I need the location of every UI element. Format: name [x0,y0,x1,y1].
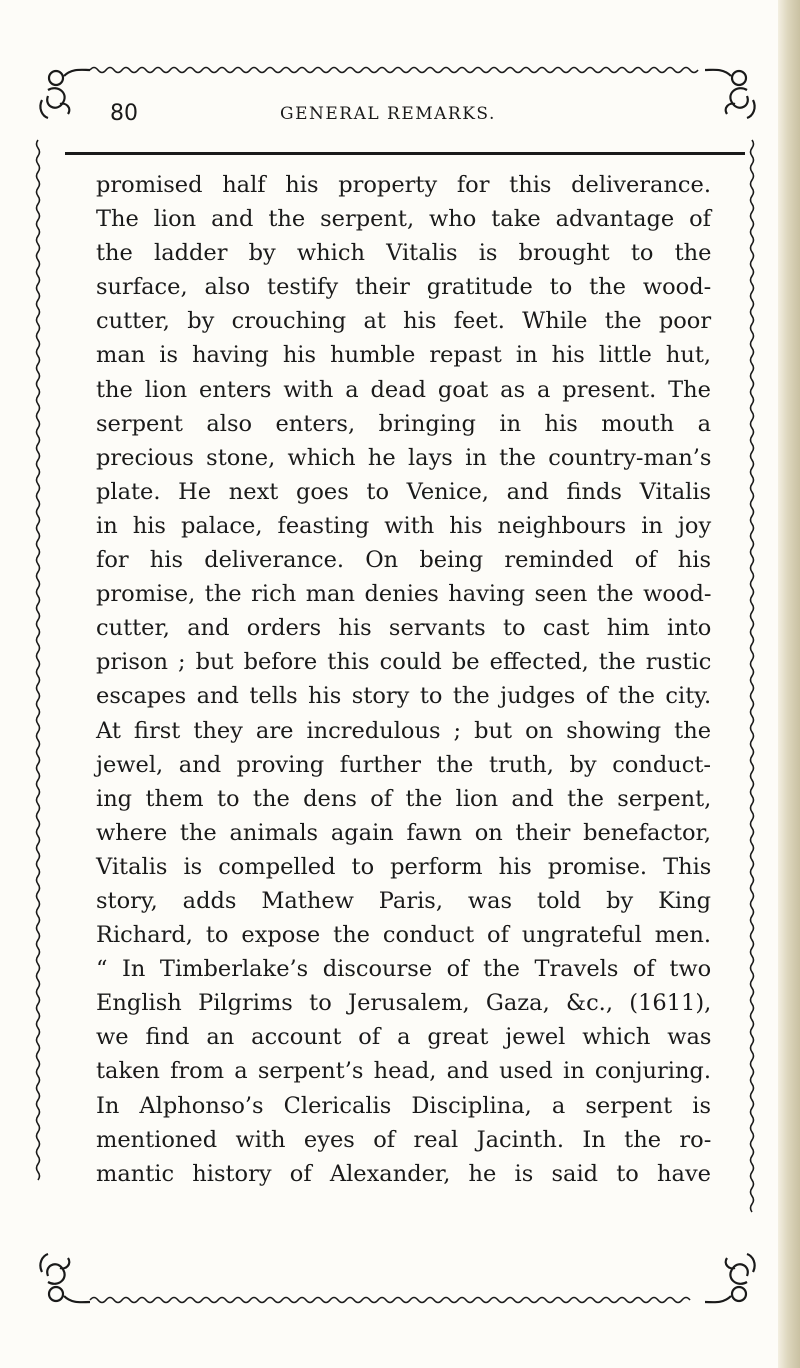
page-header [110,101,710,141]
text-line: English Pilgrims to Jerusalem, Gaza, &c., (1611), [96,990,712,1017]
text-line: promised half his property for this deliverance. [96,172,711,198]
text-line: jewel, and proving further the truth, by conduct- [96,751,711,778]
text-line: taken from a serpent’s head, and used in conjuring. [96,1058,711,1085]
text-line: escapes and tells his story to the judges of the city. [96,683,712,710]
page-edge-shadow [778,0,800,1368]
text-line: the ladder by which Vitalis is brought to the [96,240,712,267]
top-left-flourish [40,70,90,118]
text-line: ing them to the dens of the lion and the serpent, [96,785,712,812]
top-wavy-line [90,68,698,73]
text-line: story, adds Mathew Paris, was told by King [96,887,711,914]
bottom-right-flourish [705,1254,755,1302]
text-line: we find an account of a great jewel which was [96,1024,712,1051]
text-line: for his deliverance. On being reminded of his [96,547,711,574]
text-line: Richard, to expose the conduct of ungrateful men. [96,922,711,949]
text-line: surface, also testify their gratitude to the wood- [96,274,712,301]
text-line: prison ; but before this could be effected, the rustic [96,649,712,676]
text-line: The lion and the serpent, who take advantage of [96,206,711,233]
text-line: promise, the rich man denies having seen the wood- [96,581,712,608]
text-line: mentioned with eyes of real Jacinth. In the ro- [96,1126,712,1153]
right-wavy-line [751,140,754,1212]
text-line: “ In Timberlake’s discourse of the Travels of two [96,956,712,983]
text-line: plate. He next goes to Venice, and finds Vitalis [96,478,712,505]
body-text [96,168,711,1191]
text-line: serpent also enters, bringing in his mouth a [96,410,711,437]
header-rule [65,152,745,155]
text-line: precious stone, which he lays in the country-man’s [96,444,712,471]
running-head: GENERAL REMARKS. [280,104,496,124]
bottom-wavy-line [90,1298,690,1303]
page-number: 80 [110,101,138,126]
top-right-flourish [705,70,755,118]
text-line: cutter, and orders his servants to cast him into [96,615,712,642]
text-line: the lion enters with a dead goat as a present. The [96,376,711,403]
bottom-left-flourish [40,1254,90,1302]
left-wavy-line [37,140,40,1180]
text-line: mantic history of Alexander, he is said to have [96,1160,711,1187]
text-line: man is having his humble repast in his little hut, [96,342,712,369]
text-line: where the animals again fawn on their benefactor, [96,819,711,846]
text-line: In Alphonso’s Clericalis Disciplina, a serpent is [96,1092,711,1119]
text-line: in his palace, feasting with his neighbours in joy [96,512,712,539]
text-line: cutter, by crouching at his feet. While the poor [96,308,712,335]
text-line: At first they are incredulous ; but on showing the [96,717,712,744]
text-line: Vitalis is compelled to perform his promise. This [96,853,712,880]
